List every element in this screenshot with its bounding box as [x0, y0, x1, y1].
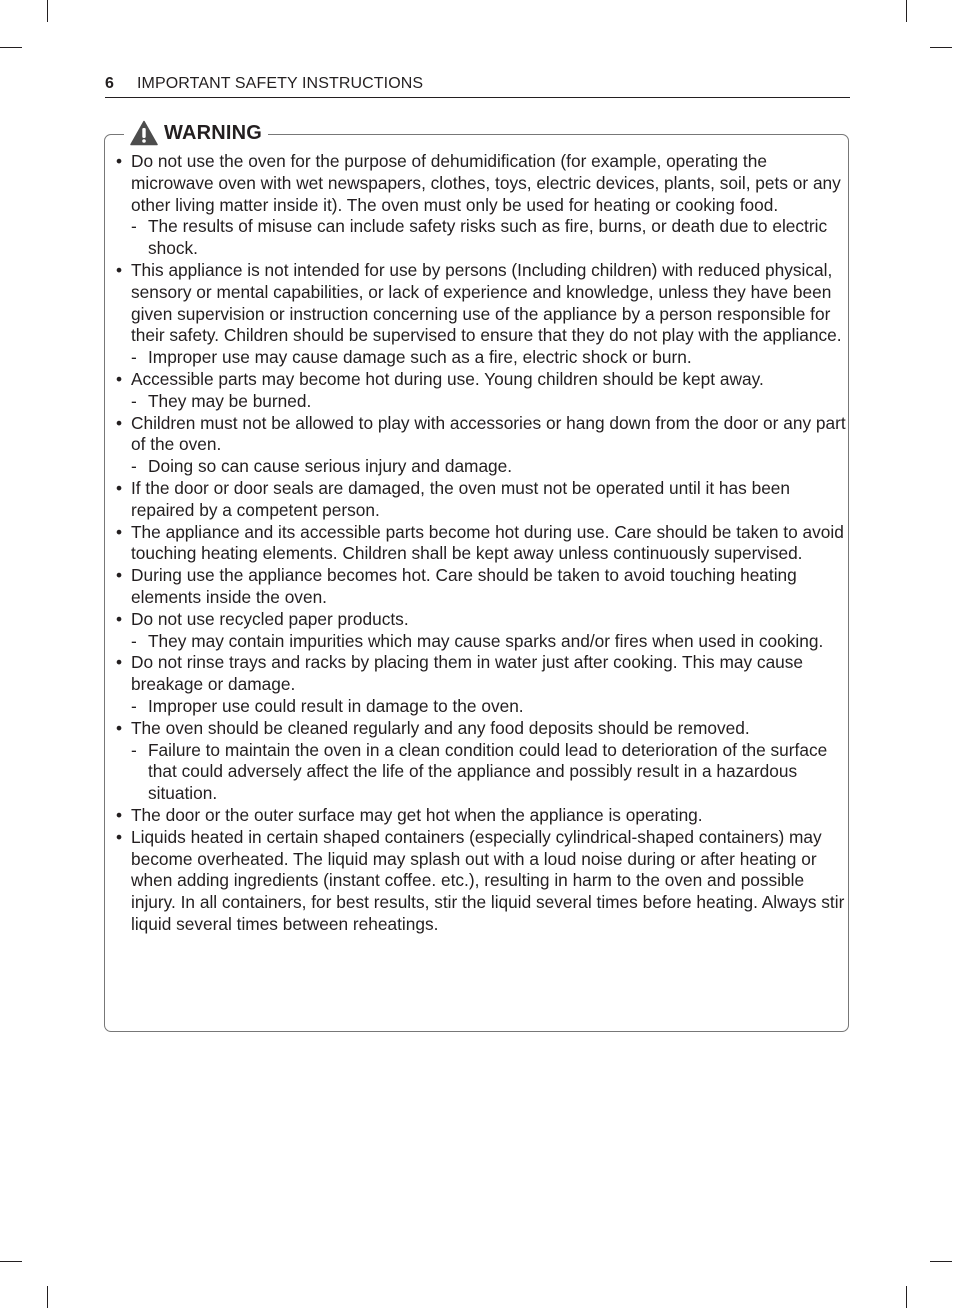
warning-item: • During use the appliance becomes hot. Care should be taken to avoid touching heating elements inside the oven. — [116, 565, 846, 609]
crop-mark — [47, 1286, 48, 1308]
warning-subitem: - The results of misuse can include safety risks such as fire, burns, or death due to electric shock. — [116, 216, 846, 260]
page-header — [105, 73, 850, 98]
warning-subitem: - They may be burned. — [116, 391, 846, 413]
warning-item: • Do not use the oven for the purpose of dehumidification (for example, operating the microwave oven with wet newspapers, clothes, toys, electric devices, plants, soil, pets or any other living matter inside it). The oven must only be used for heating or cooking food. — [116, 151, 846, 216]
warning-item: • The door or the outer surface may get hot when the appliance is operating. — [116, 805, 846, 827]
crop-mark — [906, 0, 907, 22]
warning-item: • Accessible parts may become hot during use. Young children should be kept away. — [116, 369, 846, 391]
warning-subitem: - They may contain impurities which may cause sparks and/or fires when used in cooking. — [116, 631, 846, 653]
warning-item: • If the door or door seals are damaged, the oven must not be operated until it has been repaired by a competent person. — [116, 478, 846, 522]
crop-mark — [0, 47, 22, 48]
warning-item: • The appliance and its accessible parts become hot during use. Care should be taken to avoid touching heating elements. Children shall be kept away unless continuously supervised. — [116, 522, 846, 566]
warning-item: • Do not rinse trays and racks by placing them in water just after cooking. This may cause breakage or damage. — [116, 652, 846, 696]
crop-mark — [930, 1261, 952, 1262]
section-title: IMPORTANT SAFETY INSTRUCTIONS — [137, 75, 424, 92]
page-number: 6 — [105, 75, 114, 92]
warning-triangle-icon — [130, 120, 158, 146]
warning-subitem: - Improper use could result in damage to the oven. — [116, 696, 846, 718]
warning-subitem: - Failure to maintain the oven in a clean condition could lead to deterioration of the surface that could adversely affect the life of the appliance and possibly result in a hazardous situation. — [116, 740, 846, 805]
warning-item: • Children must not be allowed to play with accessories or hang down from the door or any part of the oven. — [116, 413, 846, 457]
warning-item: • Liquids heated in certain shaped containers (especially cylindrical-shaped containers) may become overheated. The liquid may splash out with a loud noise during or after heating or when adding ingredients (instant coffee. etc.), resulting in harm to the oven and possible injury. In all containers, for best results, stir the liquid several times before heating. Always stir liquid several times between reheatings. — [116, 827, 846, 936]
crop-mark — [930, 47, 952, 48]
warning-label: WARNING — [164, 121, 263, 144]
crop-mark — [47, 0, 48, 22]
warning-subitem: - Improper use may cause damage such as a fire, electric shock or burn. — [116, 347, 846, 369]
warning-item: • This appliance is not intended for use by persons (Including children) with reduced physical, sensory or mental capabilities, or lack of experience and knowledge, unless they have been given supervision or instruction concerning use of the appliance by a person responsible for their safety. Children should be supervised to ensure that they do not play with the appliance. — [116, 260, 846, 347]
warning-subitem: - Doing so can cause serious injury and damage. — [116, 456, 846, 478]
crop-mark — [0, 1261, 22, 1262]
warning-heading — [124, 118, 268, 148]
warning-item: • Do not use recycled paper products. — [116, 609, 846, 631]
crop-mark — [906, 1286, 907, 1308]
warning-item: • The oven should be cleaned regularly and any food deposits should be removed. — [116, 718, 846, 740]
warning-list — [116, 151, 846, 936]
